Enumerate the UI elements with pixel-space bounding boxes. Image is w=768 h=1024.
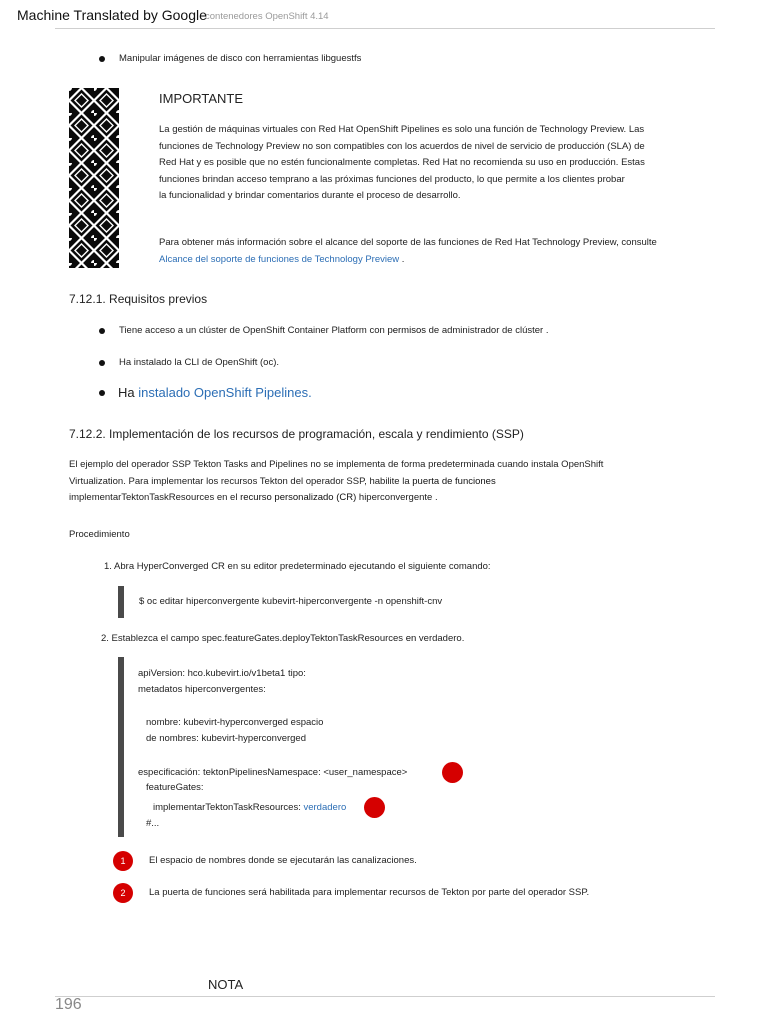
important-title: IMPORTANTE: [159, 91, 244, 106]
document-title: contenedores OpenShift 4.14: [205, 11, 329, 22]
footer-divider: [55, 996, 715, 997]
bullet-icon: [99, 390, 105, 396]
procedure-step-1: 1. Abra HyperConverged CR en su editor predeterminado ejecutando el siguiente comando:: [104, 561, 491, 572]
tech-preview-scope-link[interactable]: Alcance del soporte de funciones de Technology Preview: [159, 253, 400, 265]
bullet-icon: [99, 360, 105, 366]
bullet-icon: [99, 56, 105, 62]
note-title: NOTA: [208, 977, 244, 992]
section-heading-prerequisites: 7.12.1. Requisitos previos: [69, 292, 208, 306]
knot-pattern-icon: [69, 88, 119, 268]
yaml-line: apiVersion: hco.kubevirt.io/v1beta1 tipo:: [138, 668, 306, 679]
yaml-value-verdadero: verdadero: [303, 802, 347, 813]
text-fragment: recurso personalizado (CR): [240, 492, 357, 503]
callout-badge-2: 2: [113, 883, 133, 903]
text-fragment: Tiene acceso a un clúster de OpenShift Container Platform con: [119, 325, 388, 336]
text-fragment: en: [405, 633, 417, 644]
command-text: $ oc editar hiperconvergente kubevirt-hiperconvergente -n openshift-cnv: [139, 596, 443, 607]
list-item-text: [118, 385, 312, 400]
list-item: [99, 357, 279, 368]
callout-badge-1: 1: [113, 851, 133, 871]
paragraph-line: [69, 490, 719, 507]
yaml-line: [153, 802, 346, 813]
paragraph-line: [69, 474, 719, 491]
important-line: funciones brindan acceso temprano a las próximas funciones del producto, lo que permite a los clientes probar: [159, 173, 625, 185]
text-fragment: puerta de funciones: [412, 475, 496, 487]
important-more-info: [159, 235, 719, 268]
callout-text-1: El espacio de nombres donde se ejecutarán las canalizaciones.: [149, 855, 417, 866]
more-info-end: .: [401, 253, 405, 265]
callout-marker-1: [442, 762, 463, 783]
text-fragment: Ha: [118, 385, 139, 400]
text-fragment: implementarTektonTaskResources en el: [69, 492, 241, 503]
section-heading-ssp: 7.12.2. Implementación de los recursos de programación, escala y rendimiento (SSP): [69, 427, 524, 441]
more-info-text: Para obtener más información sobre el alcance del soporte de las funciones de Red Hat Technology Preview, consulte: [159, 237, 657, 248]
text-fragment: implementarTektonTaskResources:: [153, 802, 304, 813]
code-block-bar: [118, 586, 124, 618]
important-line: La gestión de máquinas virtuales con Red Hat OpenShift Pipelines es solo una función de Technology Preview. Las: [159, 124, 645, 135]
text-fragment: verdadero.: [416, 633, 465, 644]
install-pipelines-link[interactable]: instalado OpenShift Pipelines.: [138, 385, 312, 400]
text-fragment: 2. Establezca el campo spec.featureGates.deployTektonTaskResources: [101, 633, 406, 644]
yaml-line: featureGates:: [146, 782, 204, 793]
list-item-text: Ha instalado la CLI de OpenShift (oc).: [119, 357, 280, 368]
bullet-icon: [99, 328, 105, 334]
procedure-label: Procedimiento: [69, 529, 130, 540]
procedure-step-2: [101, 633, 464, 644]
text-fragment: Virtualization. Para implementar los recursos Tekton del operador SSP, habilite la: [69, 475, 413, 487]
ssp-paragraph: [69, 457, 719, 507]
code-block-bar: [118, 657, 124, 837]
callout-marker-2: [364, 797, 385, 818]
text-fragment: hiperconvergente .: [356, 492, 438, 503]
important-line: funciones de Technology Preview no son compatibles con los acuerdos de nivel de servicio de producción (SLA) de: [159, 140, 645, 152]
yaml-line: especificación: tektonPipelinesNamespace: <user_namespace>: [138, 767, 408, 778]
yaml-line: #...: [146, 818, 160, 829]
list-item: [99, 385, 312, 400]
yaml-line: de nombres: kubevirt-hyperconverged: [146, 733, 307, 744]
list-item-text: Manipular imágenes de disco con herramientas libguestfs: [119, 53, 362, 64]
header-divider: [55, 28, 715, 29]
machine-translated-banner: Machine Translated by Google: [17, 7, 207, 23]
yaml-line: nombre: kubevirt-hyperconverged espacio: [146, 717, 324, 728]
paragraph-line: El ejemplo del operador SSP Tekton Tasks and Pipelines no se implementa de forma predeterminada cuando instala OpenShift: [69, 459, 604, 470]
important-body: [159, 122, 719, 205]
text-fragment: permisos: [387, 325, 426, 336]
text-fragment: de administrador de clúster .: [425, 325, 549, 336]
callout-text-2: La puerta de funciones será habilitada para implementar recursos de Tekton por parte del operador SSP.: [149, 887, 590, 898]
page-number: 196: [55, 996, 82, 1013]
list-item: [99, 325, 549, 336]
important-pattern-icon: [69, 88, 119, 268]
yaml-line: metadatos hiperconvergentes:: [138, 684, 266, 695]
list-item: [99, 53, 361, 64]
list-item-text: [119, 325, 549, 336]
important-line: la funcionalidad y brindar comentarios durante el proceso de desarrollo.: [159, 190, 461, 201]
important-line: Red Hat y es posible que no estén funcionalmente completas. Red Hat no recomienda su uso en producción. Estas: [159, 157, 645, 168]
